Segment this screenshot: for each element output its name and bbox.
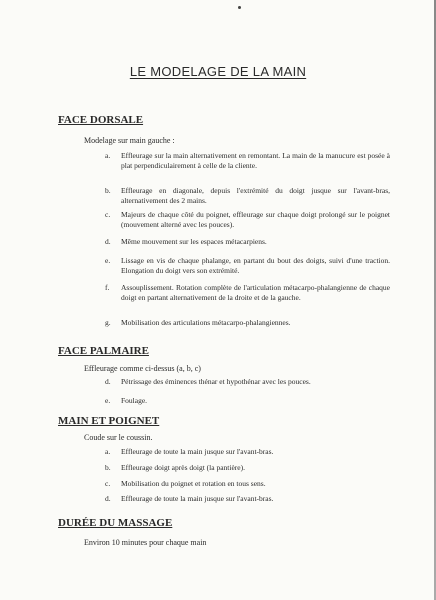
list-item xyxy=(105,210,390,229)
item-text: Effleurage de toute la main jusque sur l'avant-bras. xyxy=(121,494,274,503)
item-letter: d. xyxy=(105,237,111,246)
scan-speck xyxy=(238,6,241,9)
section-heading-main-et-poignet: MAIN ET POIGNET xyxy=(58,415,160,427)
list-item xyxy=(105,318,390,328)
item-text: Effleurage de toute la main jusque sur l'avant-bras. xyxy=(121,447,274,456)
section-heading-face-palmaire: FACE PALMAIRE xyxy=(58,345,149,357)
item-letter: e. xyxy=(105,256,111,265)
section-intro: Environ 10 minutes pour chaque main xyxy=(84,538,207,547)
item-text: Assouplissement. Rotation complète de l'articulation métacarpo-phalangienne de chaque doigt en partant alternativement de la droite et de la gauche. xyxy=(121,283,390,302)
list-item xyxy=(105,447,390,457)
item-text: Mobilisation des articulations métacarpo-phalangiennes. xyxy=(121,318,291,327)
list-item xyxy=(105,283,390,302)
section-heading-face-dorsale: FACE DORSALE xyxy=(58,114,144,126)
item-letter: d. xyxy=(105,377,111,386)
item-text: Mobilisation du poignet et rotation en tous sens. xyxy=(121,479,266,488)
item-text: Foulage. xyxy=(121,396,148,405)
list-item xyxy=(105,186,390,205)
list-item xyxy=(105,463,390,473)
page-title: LE MODELAGE DE LA MAIN xyxy=(129,64,307,79)
item-letter: b. xyxy=(105,463,111,472)
item-letter: a. xyxy=(105,151,111,160)
list-item xyxy=(105,479,390,489)
item-text: Effleurage en diagonale, depuis l'extrémité du doigt jusque sur l'avant-bras, alternativement des 2 mains. xyxy=(121,186,390,205)
list-item xyxy=(105,377,390,387)
item-letter: d. xyxy=(105,494,111,503)
list-item xyxy=(105,396,390,406)
section-intro: Effleurage comme ci-dessus (a, b, c) xyxy=(84,364,201,373)
item-letter: b. xyxy=(105,186,111,195)
list-item xyxy=(105,151,390,170)
section-heading-duree-du-massage: DURÉE DU MASSAGE xyxy=(58,517,173,529)
item-letter: f. xyxy=(105,283,110,292)
item-letter: a. xyxy=(105,447,111,456)
item-text: Même mouvement sur les espaces métacarpiens. xyxy=(121,237,267,246)
item-text: Lissage en vis de chaque phalange, en partant du bout des doigts, suivi d'une traction. Elongation du doigt vers son extrémité. xyxy=(121,256,390,275)
list-item xyxy=(105,494,390,504)
item-text: Majeurs de chaque côté du poignet, effleurage sur chaque doigt prolongé sur le poignet (mouvement alterné avec les pouces). xyxy=(121,210,390,229)
item-letter: c. xyxy=(105,210,111,219)
item-text: Pétrissage des éminences thénar et hypothénar avec les pouces. xyxy=(121,377,311,386)
item-letter: e. xyxy=(105,396,111,405)
item-text: Effleurage sur la main alternativement en remontant. La main de la manucure est posée à plat perpendiculairement à celle de la cliente. xyxy=(121,151,390,170)
section-intro: Coude sur le coussin. xyxy=(84,433,153,442)
item-text: Effleurage doigt après doigt (la pantière). xyxy=(121,463,245,472)
item-letter: g. xyxy=(105,318,111,327)
list-item xyxy=(105,256,390,275)
section-intro: Modelage sur main gauche : xyxy=(84,136,175,145)
item-letter: c. xyxy=(105,479,111,488)
list-item xyxy=(105,237,390,247)
